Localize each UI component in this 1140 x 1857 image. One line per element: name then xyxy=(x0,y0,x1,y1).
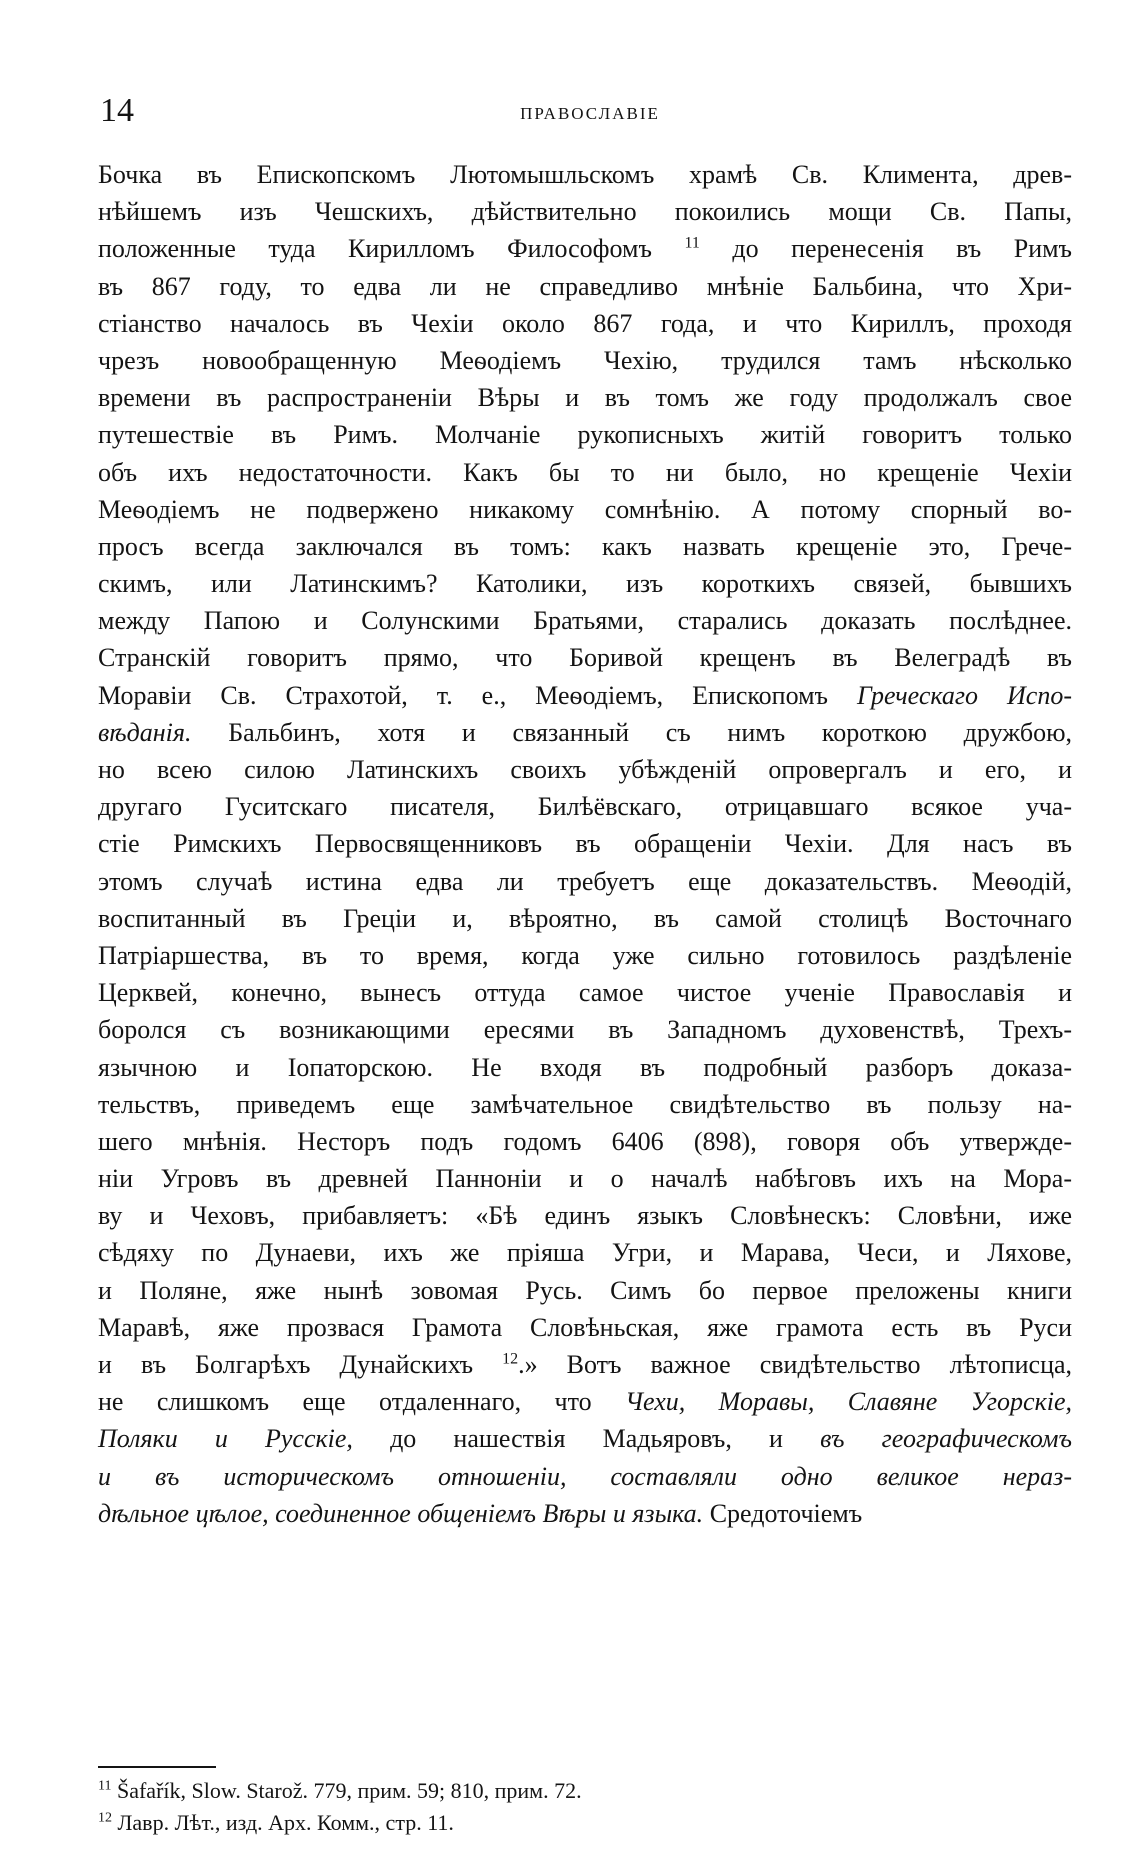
footnote-text: Лавр. Лѣт., изд. Арх. Комм., стр. 11. xyxy=(117,1810,454,1835)
text-line: путешествіе въ Римъ. Молчаніе рукописныхъ житій говоритъ только xyxy=(98,420,1072,450)
text-line: ніи Угровъ въ древней Панноніи и о началѣ набѣговъ ихъ на Мора- xyxy=(98,1164,1072,1194)
page-number: 14 xyxy=(100,92,134,129)
text-line: въ 867 году, то едва ли не справедливо мнѣніе Бальбина, что Хри- xyxy=(98,271,1072,301)
text-line: и Поляне, яже нынѣ зовомая Русь. Симъ бо первое преложены книги xyxy=(98,1275,1072,1305)
text-line: не слишкомъ еще отдаленнаго, что Чехи, Моравы, Славяне Угорскіе, xyxy=(98,1387,1072,1417)
text-line: Поляки и Русскіе, до нашествія Мадьяровъ, и въ географическомъ xyxy=(98,1424,1072,1454)
text-line: Моравіи Св. Страхотой, т. е., Меѳодіемъ, Епископомъ Греческаго Испо- xyxy=(98,680,1072,710)
text-line: Маравѣ, яже прозвася Грамота Словѣньская, яже грамота есть въ Руси xyxy=(98,1312,1072,1342)
italic-phrase: въ географическомъ xyxy=(820,1424,1072,1454)
footnote-12 xyxy=(98,1807,1072,1839)
text-line: воспитанный въ Греціи и, вѣроятно, въ самой столицѣ Восточнаго xyxy=(98,903,1072,933)
running-head xyxy=(100,92,1080,142)
footnote-divider xyxy=(98,1766,216,1768)
footnote-text: Šafařík, Slow. Starož. 779, прим. 59; 810, прим. 72. xyxy=(116,1778,582,1803)
text-line: объ ихъ недостаточности. Какъ бы то ни было, но крещеніе Чехіи xyxy=(98,457,1072,487)
text-line: Церквей, конечно, вынесъ оттуда самое чистое ученіе Православія и xyxy=(98,978,1072,1008)
text-line: шего мнѣнія. Несторъ подъ годомъ 6406 (898), говоря объ утвержде- xyxy=(98,1126,1072,1156)
italic-phrase: дѣльное цѣлое, соединенное общеніемъ Вѣры и языка. xyxy=(98,1498,704,1528)
text-line: положенные туда Кирилломъ Философомъ $^{11}$ до перенесенія въ Римъ xyxy=(98,234,1073,264)
text-line: дѣльное цѣлое, соединенное общеніемъ Вѣры и языка. Средоточіемъ xyxy=(98,1498,863,1528)
text-line: Патріаршества, въ то время, когда уже сильно готовилось раздѣленіе xyxy=(98,940,1072,970)
text-line: Меѳодіемъ не подвержено никакому сомнѣнію. А потому спорный во- xyxy=(98,494,1072,524)
italic-phrase: вѣданія. xyxy=(98,717,192,747)
text-line: нѣйшемъ изъ Чешскихъ, дѣйствительно покоились мощи Св. Папы, xyxy=(98,197,1072,227)
italic-phrase: Чехи, Моравы, Славяне Угорскіе, xyxy=(625,1387,1072,1417)
footnote-11 xyxy=(98,1775,1072,1807)
footnote-mark: 11 xyxy=(98,1778,112,1794)
text-line: боролся съ возникающими ересями въ Западномъ духовенствѣ, Трехъ- xyxy=(98,1015,1072,1045)
italic-phrase: Поляки и Русскіе, xyxy=(98,1424,353,1454)
footnote-mark: 12 xyxy=(98,1810,112,1826)
text-line: скимъ, или Латинскимъ? Католики, изъ короткихъ связей, бывшихъ xyxy=(98,569,1072,599)
text-line: времени въ распространеніи Вѣры и въ томъ же году продолжалъ свое xyxy=(98,383,1072,413)
text-line: язычною и Іопаторскою. Не входя въ подробный разборъ доказа- xyxy=(98,1052,1072,1082)
italic-phrase: Греческаго Испо- xyxy=(856,680,1072,710)
italic-phrase: и въ историческомъ отношеніи, составляли одно великое нераз- xyxy=(98,1461,1072,1491)
text-line: тельствъ, приведемъ еще замѣчательное свидѣтельство въ пользу на- xyxy=(98,1089,1072,1119)
text-line: сѣдяху по Дунаеви, ихъ же пріяша Угри, и Марава, Чеси, и Ляхове, xyxy=(98,1238,1072,1268)
text-line: и въ Болгарѣхъ Дунайскихъ $^{12}$.» Вотъ важное свидѣтельство лѣтописца, xyxy=(98,1350,1073,1379)
text-line: этомъ случаѣ истина едва ли требуетъ еще доказательствъ. Меѳодій, xyxy=(98,866,1072,896)
text-line: чрезъ новообращенную Меѳодіемъ Чехію, трудился тамъ нѣсколько xyxy=(98,345,1072,375)
body-text xyxy=(98,156,1072,1532)
text-line: вѣданія. Бальбинъ, хотя и связанный съ нимъ короткою дружбою, xyxy=(98,717,1072,747)
text-line: Странскій говоритъ прямо, что Боривой крещенъ въ Велеградѣ въ xyxy=(98,643,1072,673)
footnote-ref-12[interactable]: 12 xyxy=(502,1350,519,1368)
text-line xyxy=(98,1458,1072,1495)
footnotes xyxy=(98,1775,1072,1839)
text-line: другаго Гуситскаго писателя, Билѣёвскаго, отрицавшаго всякое уча- xyxy=(98,792,1072,822)
footnote-ref-11[interactable]: 11 xyxy=(684,234,700,252)
text-line: ву и Чеховъ, прибавляетъ: «Бѣ единъ языкъ Словѣнескъ: Словѣни, иже xyxy=(98,1201,1072,1231)
text-line: стіанство началось въ Чехіи около 867 года, и что Кириллъ, проходя xyxy=(98,308,1072,338)
text-line: просъ всегда заключался въ томъ: какъ назвать крещеніе это, Грече- xyxy=(98,531,1072,561)
text-line: но всею силою Латинскихъ своихъ убѣжденій опровергалъ и его, и xyxy=(98,755,1072,784)
text-line: Бочка въ Епископскомъ Лютомышльскомъ храмѣ Св. Климента, древ- xyxy=(98,160,1072,189)
running-title: ПРАВОСЛАВІЕ xyxy=(520,104,660,123)
text-line: стіе Римскихъ Первосвященниковъ въ обращеніи Чехіи. Для насъ въ xyxy=(98,829,1072,859)
text-line: между Папою и Солунскими Братьями, старались доказать послѣднее. xyxy=(98,606,1072,636)
